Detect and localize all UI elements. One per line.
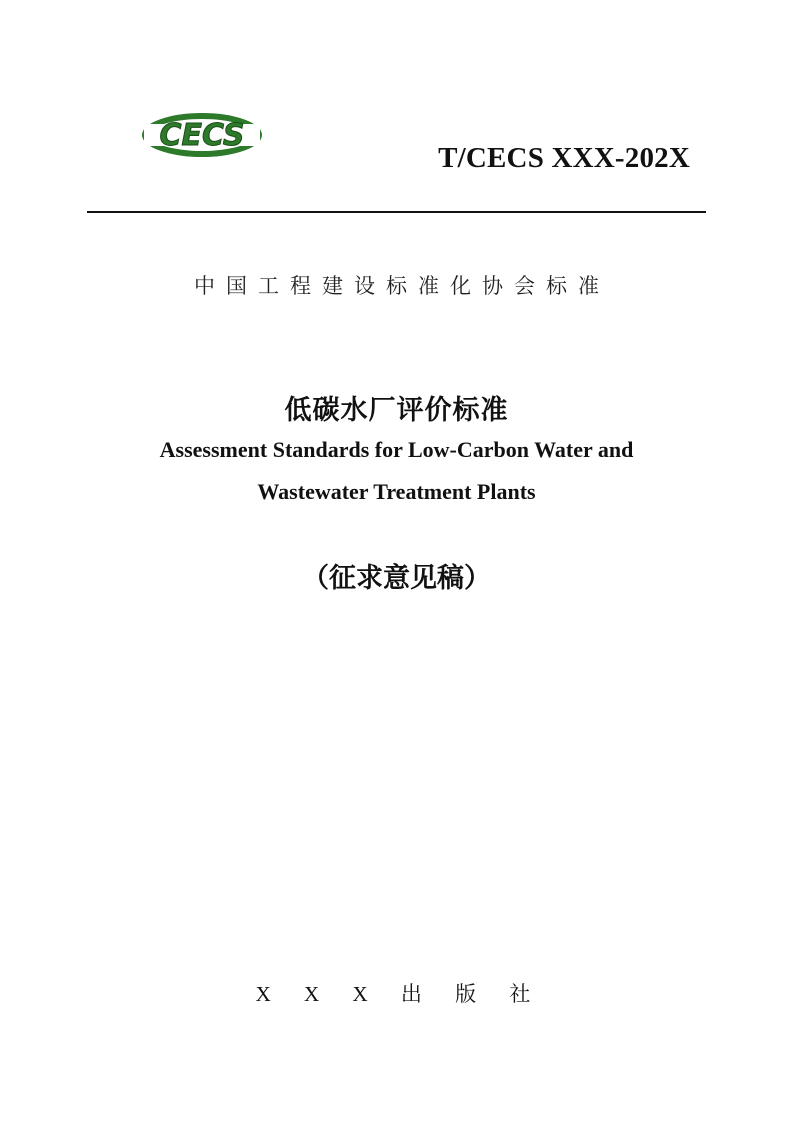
title-english-line-1: Assessment Standards for Low-Carbon Water and — [159, 437, 634, 462]
draft-label: （征求意见稿） — [302, 563, 491, 594]
publisher-name: X X X 出 版 社 — [255, 982, 538, 1006]
title-english-line-2: Wastewater Treatment Plants — [257, 479, 536, 504]
cecs-logo-icon — [138, 108, 266, 162]
header-divider — [87, 211, 706, 213]
title-chinese: 低碳水厂评价标准 — [284, 395, 509, 426]
standard-code: T/CECS XXX-202X — [438, 142, 690, 174]
logo-text: CECS — [159, 118, 245, 153]
association-name: 中国工程建设标准化协会标准 — [194, 274, 610, 298]
